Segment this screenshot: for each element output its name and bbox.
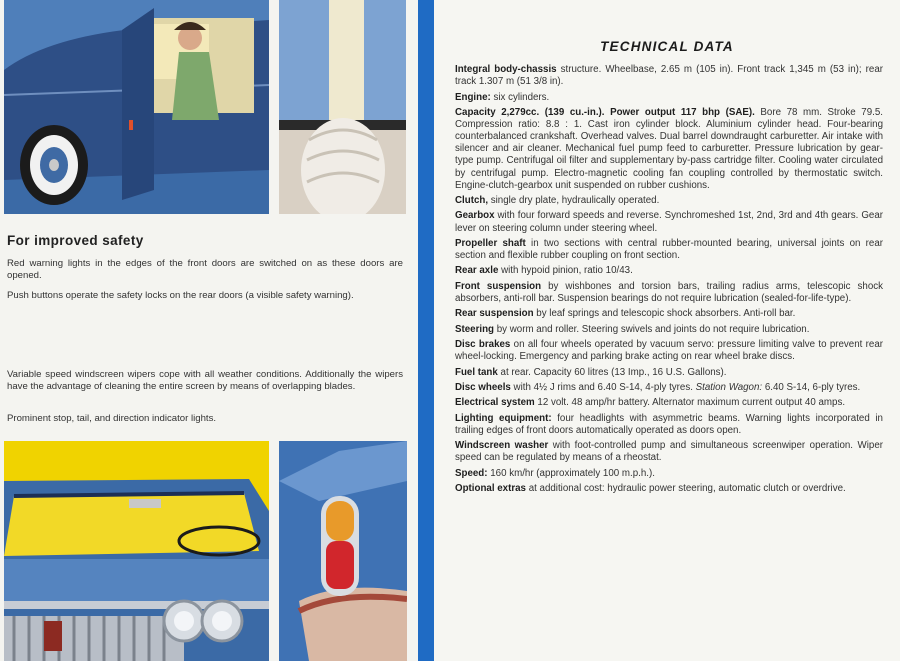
spec-electrical-system: Electrical system 12 volt. 48 amp/hr battery. Alternator maximum current output 40 amps.: [455, 397, 846, 409]
safety-heading: For improved safety: [7, 233, 144, 248]
safety-paragraph-push-buttons: Push buttons operate the safety locks on the rear doors (a visible safety warning).: [7, 290, 354, 301]
spec-fuel-tank: Fuel tank at rear. Capacity 60 litres (13 Imp., 16 U.S. Gallons).: [455, 366, 727, 378]
spec-front-suspension: Front suspension by wishbones and torsion bars, trailing radius arms, telescopic shock absorbers, anti-roll bar. Suspension bearings do not require lubrication (sealed-for-life-type).: [455, 280, 883, 304]
taillight-photo: [279, 441, 407, 661]
spec-body-chassis: Integral body-chassis structure. Wheelbase, 2.65 m (105 in). Front track 1,345 m (53 in); rear track 1.307 m (51 3/8 in).: [455, 64, 883, 88]
right-page: [434, 0, 900, 661]
safety-paragraph-lights: Prominent stop, tail, and direction indicator lights.: [7, 413, 217, 424]
spec-optional-extras: Optional extras at additional cost: hydraulic power steering, automatic clutch or overdrive.: [455, 482, 846, 494]
spec-capacity: Capacity 2,279cc. (139 cu.-in.). Power output 117 bhp (SAE). Bore 78 mm. Stroke 79.5. Compression ratio: 8.8 : 1. Cast iron cylinder block. Aluminium cylinder head. Four-bearing counterbalanced crankshaft. Overhead valves. Dual barrel downdraught carburetter. Air intake with silencer and air cleaner. Mechanical fuel pump feed to carburetter. Pressure lubrication by gear-type pump. Centrifugal oil filter and supplementary by-pass cartridge filter. Cooling water circulated by centrifugal pump. Electro-magnetic cooling fan coupling controlled by thermostatic switch. Engine-clutch-gearbox unit suspended on rubber cushions.: [455, 106, 883, 191]
car-front-photo: [4, 441, 269, 661]
spec-list: [455, 64, 883, 498]
technical-data-title: TECHNICAL DATA: [600, 39, 734, 54]
seat-photo: [279, 0, 406, 214]
spec-clutch: Clutch, single dry plate, hydraulically operated.: [455, 195, 660, 207]
spec-windscreen-washer: Windscreen washer with foot-controlled pump and simultaneous screenwiper operation. Wiper speed can be regulated by means of a rheostat.: [455, 440, 883, 464]
spec-disc-brakes: Disc brakes on all four wheels operated by vacuum servo: pressure limiting valve to prevent rear wheel-locking. Emergency and parking brake acting on rear wheel brake discs.: [455, 339, 883, 363]
spec-rear-suspension: Rear suspension by leaf springs and telescopic shock absorbers. Anti-roll bar.: [455, 308, 796, 320]
safety-paragraph-warning-lights: Red warning lights in the edges of the front doors are switched on as these doors are opened.: [7, 258, 403, 282]
spec-propeller-shaft: Propeller shaft in two sections with central rubber-mounted bearing, universal joints on rear section and flexible rubber coupling on front section.: [455, 237, 883, 262]
spec-engine: Engine: six cylinders.: [455, 91, 550, 103]
spec-steering: Steering by worm and roller. Steering swivels and joints do not require lubrication.: [455, 323, 810, 335]
page-divider: [418, 0, 434, 661]
spec-rear-axle: Rear axle with hypoid pinion, ratio 10/43.: [455, 265, 633, 277]
spec-disc-wheels: Disc wheels with 4½ J rims and 6.40 S-14, 4-ply tyres. Station Wagon: 6.40 S-14, 6-ply tyres.: [455, 381, 861, 393]
spec-lighting-equipment: Lighting equipment: four headlights with asymmetric beams. Warning lights incorporated in trailing edges of front doors automatically operated as doors open.: [455, 412, 883, 436]
spec-gearbox: Gearbox with four forward speeds and reverse. Synchromeshed 1st, 2nd, 3rd and 4th gears. Gear lever on steering column under steering wheel.: [455, 210, 883, 234]
spec-speed: Speed: 160 km/hr (approximately 100 m.p.h.).: [455, 467, 655, 479]
left-page: [0, 0, 418, 661]
car-door-photo: [4, 0, 269, 214]
safety-paragraph-wipers: Variable speed windscreen wipers cope with all weather conditions. Additionally the wipers have the advantage of cleaning the entire screen by means of overlapping blades.: [7, 369, 403, 393]
